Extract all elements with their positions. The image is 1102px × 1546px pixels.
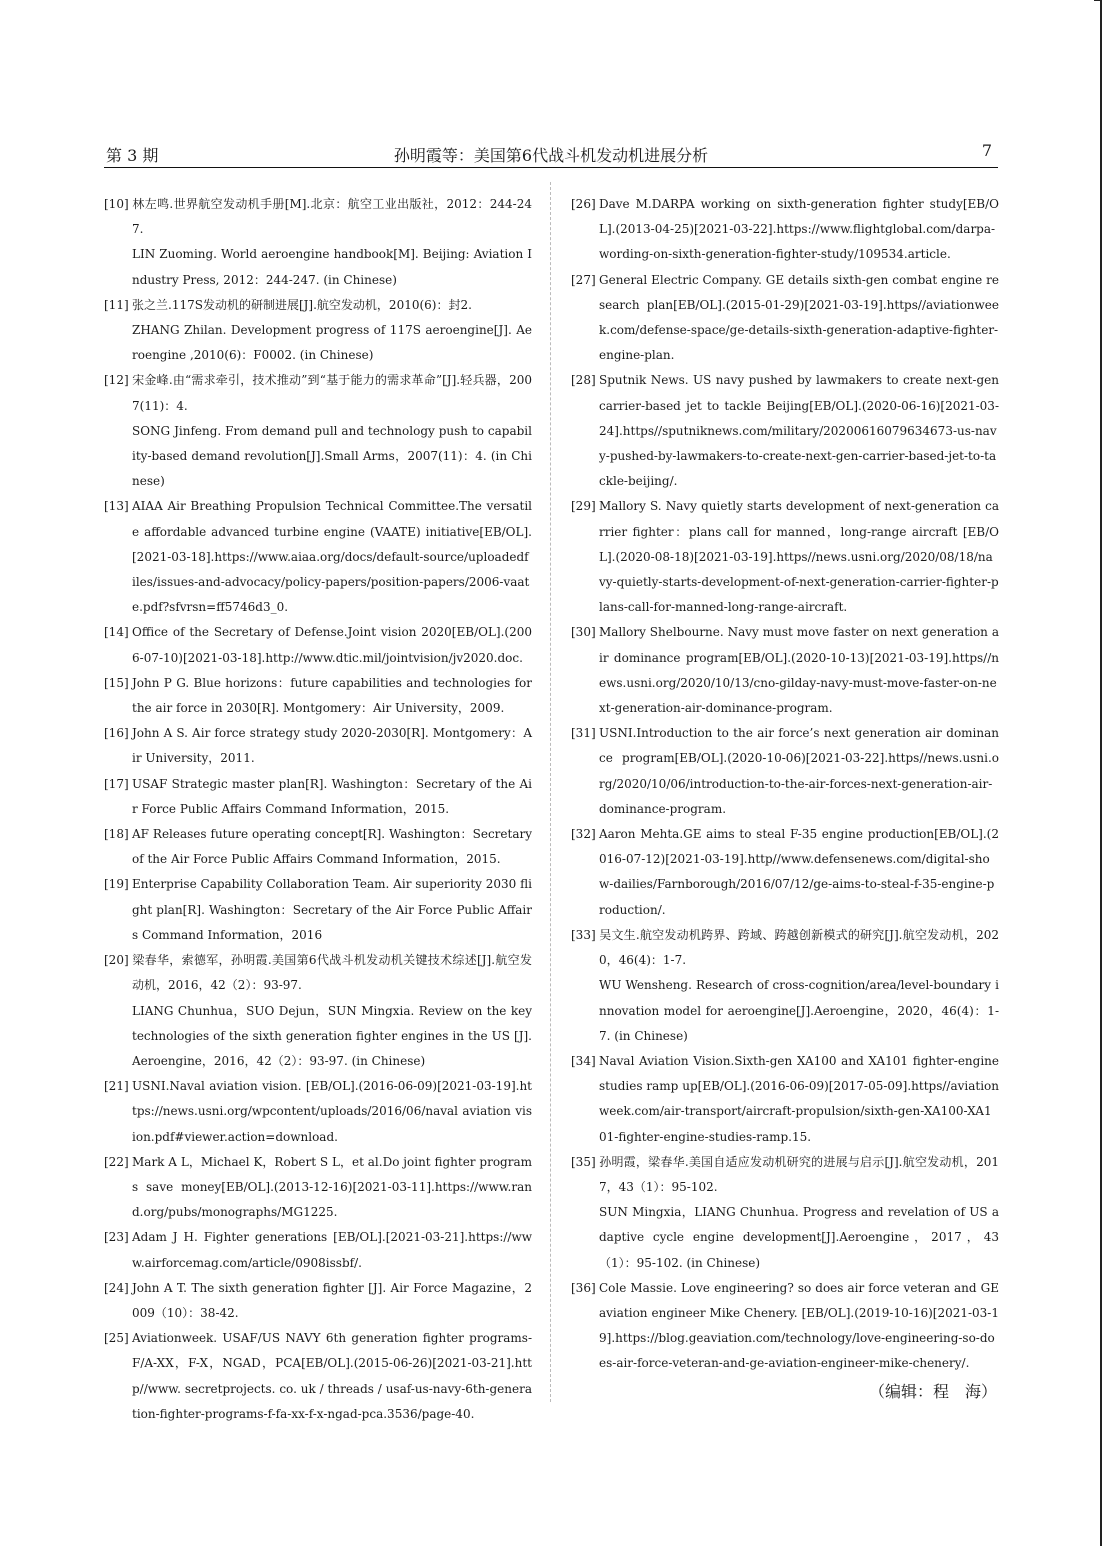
reference-text: 吴文生.航空发动机跨界、跨域、跨越创新模式的研究[J].航空发动机，2020，46(4)：1-7. bbox=[599, 927, 999, 968]
reference-item bbox=[571, 1150, 999, 1276]
running-header bbox=[104, 141, 998, 167]
reference-text: 张之兰.117S发动机的研制进展[J].航空发动机，2010(6)：封2. bbox=[132, 297, 472, 312]
reference-number: [22] bbox=[104, 1154, 129, 1169]
reference-item bbox=[104, 192, 532, 293]
reference-item bbox=[104, 721, 532, 771]
reference-number: [36] bbox=[571, 1280, 596, 1295]
reference-item bbox=[571, 1276, 999, 1377]
reference-text: General Electric Company. GE details sixth-gen combat engine research plan[EB/OL].(2015-01-29)[2021-03-19].https//aviationweek.com/defense-space/ge-details-sixth-generation-adaptive-fighter-engine-plan. bbox=[599, 272, 999, 363]
reference-text: AF Releases future operating concept[R]. Washington：Secretary of the Air Force Public Affairs Command Information，2015. bbox=[132, 827, 532, 867]
reference-item bbox=[104, 368, 532, 494]
reference-text: 宋金峰.由“需求牵引，技术推动”到“基于能力的需求革命”[J].轻兵器，2007(11)：4. bbox=[132, 373, 532, 413]
editor-credit: （编辑：程 海） bbox=[868, 1381, 997, 1401]
reference-number: [33] bbox=[571, 927, 596, 942]
reference-english-text: SONG Jinfeng. From demand pull and technology push to capability-based demand revolution[J].Small Arms，2007(11)：4. (in Chinese) bbox=[132, 423, 532, 489]
reference-item bbox=[571, 192, 999, 268]
reference-number: [24] bbox=[104, 1280, 129, 1295]
reference-number: [11] bbox=[104, 297, 129, 312]
reference-text: Sputnik News. US navy pushed by lawmakers to create next-gen carrier-based jet to tackle Beijing[EB/OL].(2020-06-16)[2021-03-24].https//sputniknews.com/military/20200616079634673-us-navy-pushed-by-lawmakers-to-create-next-gen-carrier-based-jet-to-tackle-beijing/. bbox=[599, 373, 999, 489]
reference-text: USAF Strategic master plan[R]. Washington：Secretary of the Air Force Public Affairs Command Information，2015. bbox=[132, 776, 532, 816]
running-title: 孙明霞等：美国第6代战斗机发动机进展分析 bbox=[393, 146, 709, 165]
reference-text: 孙明霞，梁春华.美国自适应发动机研究的进展与启示[J].航空发动机，2017，43（1）：95-102. bbox=[599, 1154, 999, 1194]
reference-text: Mark A L，Michael K，Robert S L，et al.Do joint fighter programs save money[EB/OL].(2013-12-16)[2021-03-11].https://www.rand.org/pubs/monographs/MG1225. bbox=[132, 1154, 532, 1220]
reference-item bbox=[104, 494, 532, 620]
reference-item bbox=[571, 494, 999, 620]
reference-number: [15] bbox=[104, 675, 129, 690]
reference-item bbox=[104, 822, 532, 872]
reference-english-text: ZHANG Zhilan. Development progress of 117S aeroengine[J]. Aeroengine ,2010(6)：F0002. (in Chinese) bbox=[132, 323, 532, 363]
reference-number: [29] bbox=[571, 499, 596, 514]
references-left-column bbox=[104, 192, 532, 1427]
reference-item bbox=[571, 1049, 999, 1150]
reference-text: 林左鸣.世界航空发动机手册[M].北京：航空工业出版社，2012：244-247. bbox=[132, 197, 532, 237]
reference-number: [18] bbox=[104, 827, 129, 842]
reference-text: John A T. The sixth generation fighter [J]. Air Force Magazine，2009（10）：38-42. bbox=[132, 1280, 532, 1320]
issue-number: 第 3 期 bbox=[106, 146, 159, 165]
reference-text: Cole Massie. Love engineering? so does air force veteran and GE aviation engineer Mike Chenery. [EB/OL].(2019-10-16)[2021-03-19].https://blog.geaviation.com/technology/love-engineering-so-does-air-force-veteran-and-ge-aviation-engineer-mike-chenery/. bbox=[599, 1280, 999, 1371]
reference-number: [28] bbox=[571, 373, 596, 388]
reference-text: USNI.Naval aviation vision. [EB/OL].(2016-06-09)[2021-03-19].https://news.usni.org/wpcontent/uploads/2016/06/naval aviation vision.pdf#viewer.action=download. bbox=[132, 1079, 532, 1144]
reference-number: [26] bbox=[571, 197, 596, 211]
references-right-column bbox=[571, 192, 999, 1405]
reference-number: [19] bbox=[104, 877, 129, 892]
reference-number: [23] bbox=[104, 1230, 129, 1245]
reference-text: Adam J H. Fighter generations [EB/OL].[2021-03-21].https://www.airforcemag.com/article/0908issbf/. bbox=[132, 1230, 532, 1270]
reference-item bbox=[571, 368, 999, 494]
reference-item bbox=[104, 620, 532, 670]
reference-number: [16] bbox=[104, 726, 129, 741]
reference-item bbox=[571, 721, 999, 822]
reference-text: 梁春华，索德军，孙明霞.美国第6代战斗机发动机关键技术综述[J].航空发动机，2016，42（2）：93-97. bbox=[132, 953, 532, 993]
header-rule bbox=[104, 167, 998, 168]
reference-text: Aviationweek. USAF/US NAVY 6th generation fighter programs-F/A-XX，F-X，NGAD，PCA[EB/OL].(2015-06-26)[2021-03-21].http//www. secretprojects. co. uk / threads / usaf-us-navy-6th-generation-fighter-programs-f-fa-xx-f-x-ngad-pca.3536/page-40. bbox=[132, 1331, 532, 1421]
reference-item bbox=[571, 620, 999, 721]
reference-text: Aaron Mehta.GE aims to steal F-35 engine production[EB/OL].(2016-07-12)[2021-03-19].http//www.defensenews.com/digital-show-dailies/Farnborough/2016/07/12/ge-aims-to-steal-f-35-engine-production/. bbox=[599, 827, 999, 917]
reference-english-text: LIANG Chunhua，SUO Dejun，SUN Mingxia. Review on the key technologies of the sixth generation fighter engines in the US [J].Aeroengine，2016，42（2）：93-97. (in Chinese) bbox=[132, 1003, 532, 1068]
reference-number: [21] bbox=[104, 1079, 129, 1094]
reference-text: Office of the Secretary of Defense.Joint vision 2020[EB/OL].(2006-07-10)[2021-03-18].http://www.dtic.mil/jointvision/jv2020.doc. bbox=[132, 625, 532, 665]
reference-number: [12] bbox=[104, 373, 129, 388]
reference-item bbox=[104, 948, 532, 1074]
reference-english-text: LIN Zuoming. World aeroengine handbook[M]. Beijing: Aviation Industry Press, 2012：244-247. (in Chinese) bbox=[132, 247, 532, 287]
reference-text: AIAA Air Breathing Propulsion Technical Committee.The versatile affordable advanced turbine engine (VAATE) initiative[EB/OL].[2021-03-18].https://www.aiaa.org/docs/default-source/uploadedfiles/issues-and-advocacy/policy-papers/position-papers/2006-vaate.pdf?sfvrsn=ff5746d3_0. bbox=[132, 499, 532, 615]
reference-text: Naval Aviation Vision.Sixth-gen XA100 and XA101 fighter-engine studies ramp up[EB/OL].(2016-06-09)[2017-05-09].https//aviationweek.com/air-transport/aircraft-propulsion/sixth-gen-XA100-XA101-fighter-engine-studies-ramp.15. bbox=[599, 1053, 999, 1144]
reference-item bbox=[571, 268, 999, 369]
reference-text: Enterprise Capability Collaboration Team. Air superiority 2030 flight plan[R]. Washington：Secretary of the Air Force Public Affairs Command Information，2016 bbox=[132, 877, 532, 942]
reference-text: John P G. Blue horizons：future capabilities and technologies for the air force in 2030[R]. Montgomery：Air University，2009. bbox=[132, 675, 532, 716]
reference-item bbox=[104, 872, 532, 948]
reference-number: [17] bbox=[104, 776, 129, 791]
reference-text: John A S. Air force strategy study 2020-2030[R]. Montgomery：Air University，2011. bbox=[132, 726, 532, 766]
reference-item bbox=[104, 772, 532, 822]
reference-item bbox=[571, 822, 999, 923]
reference-item bbox=[104, 293, 532, 369]
reference-number: [14] bbox=[104, 625, 129, 640]
reference-number: [10] bbox=[104, 197, 129, 211]
reference-item bbox=[104, 671, 532, 721]
reference-english-text: WU Wensheng. Research of cross-cognition/area/level-boundary innovation model for aeroengine[J].Aeroengine，2020，46(4)：1-7. (in Chinese) bbox=[599, 978, 999, 1043]
reference-text: Dave M.DARPA working on sixth-generation fighter study[EB/OL].(2013-04-25)[2021-03-22].https://www.flightglobal.com/darpa-wording-on-sixth-generation-fighter-study/109534.article. bbox=[599, 197, 999, 262]
reference-item bbox=[571, 923, 999, 1049]
column-divider bbox=[550, 182, 551, 1402]
reference-number: [32] bbox=[571, 827, 596, 842]
reference-number: [35] bbox=[571, 1154, 596, 1169]
reference-item bbox=[104, 1326, 532, 1427]
reference-item bbox=[104, 1225, 532, 1275]
reference-text: Mallory S. Navy quietly starts development of next-generation carrier fighter：plans call for manned，long-range aircraft [EB/OL].(2020-08-18)[2021-03-19].https//news.usni.org/2020/08/18/navy-quietly-starts-development-of-next-generation-carrier-fighter-plans-call-for-manned-long-range-aircraft. bbox=[599, 499, 999, 615]
reference-text: Mallory Shelbourne. Navy must move faster on next generation air dominance program[EB/OL].(2020-10-13)[2021-03-19].https//news.usni.org/2020/10/13/cno-gilday-navy-must-move-faster-on-next-generation-air-dominance-program. bbox=[599, 625, 999, 716]
reference-english-text: SUN Mingxia，LIANG Chunhua. Progress and revelation of US adaptive cycle engine development[J].Aeroengine，2017，43（1）：95-102. (in Chinese) bbox=[599, 1205, 999, 1270]
reference-number: [25] bbox=[104, 1331, 129, 1346]
reference-number: [20] bbox=[104, 953, 129, 968]
reference-item bbox=[104, 1150, 532, 1226]
reference-text: USNI.Introduction to the air force’s next generation air dominance program[EB/OL].(2020-10-06)[2021-03-22].https//news.usni.org/2020/10/06/introduction-to-the-air-forces-next-generation-air-dominance-program. bbox=[599, 726, 999, 816]
reference-item bbox=[104, 1074, 532, 1150]
reference-number: [34] bbox=[571, 1053, 596, 1068]
reference-item bbox=[104, 1276, 532, 1326]
page-number: 7 bbox=[981, 141, 992, 160]
page-corner-mark bbox=[1094, 0, 1102, 1]
reference-number: [13] bbox=[104, 499, 129, 514]
reference-number: [30] bbox=[571, 625, 596, 640]
reference-number: [27] bbox=[571, 272, 596, 287]
reference-number: [31] bbox=[571, 726, 596, 741]
right-reference-list bbox=[571, 192, 999, 1377]
